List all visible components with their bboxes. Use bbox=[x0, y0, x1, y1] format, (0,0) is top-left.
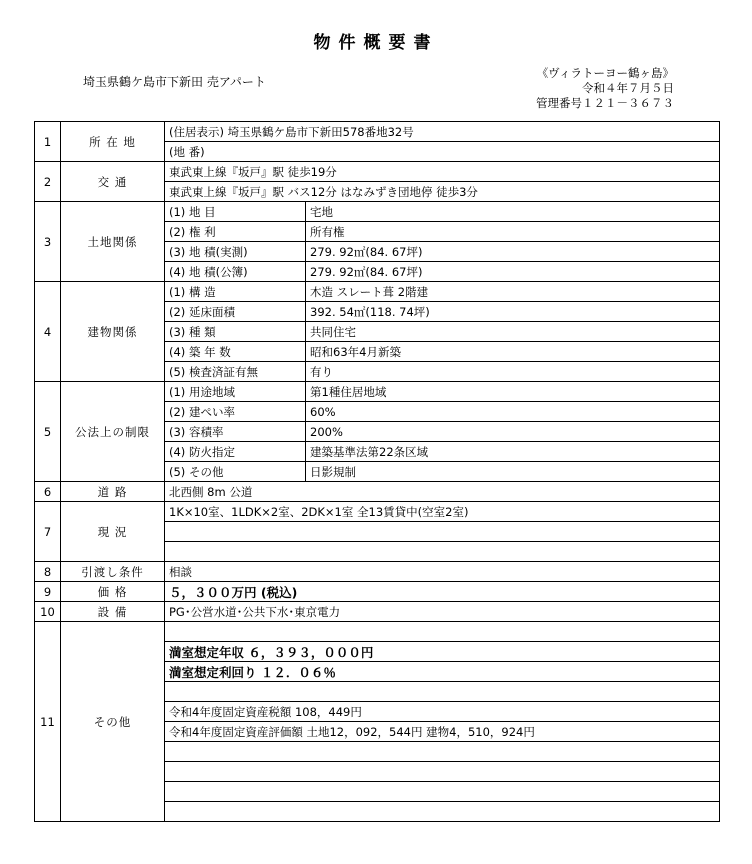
transport-line-2: 東武東上線『坂戸』駅 バス12分 はなみずき団地停 徒歩3分 bbox=[165, 182, 720, 202]
row-number: 2 bbox=[35, 162, 61, 202]
row-label-location: 所 在 地 bbox=[61, 122, 165, 162]
table-row bbox=[35, 282, 720, 302]
property-summary-table bbox=[34, 121, 720, 822]
location-lot-number: (地 番) bbox=[165, 142, 720, 162]
land-item-value: 279. 92㎡(84. 67坪) bbox=[306, 262, 720, 282]
row-label-road: 道 路 bbox=[61, 482, 165, 502]
property-name: 《ヴィラトーヨー鶴ヶ島》 bbox=[536, 66, 674, 80]
current-status-value: 1K×10室、1LDK×2室、2DK×1室 全13賃貸中(空室2室) bbox=[165, 502, 720, 522]
building-item-value: 昭和63年4月新築 bbox=[306, 342, 720, 362]
blank-cell bbox=[165, 762, 720, 782]
building-item-value: 共同住宅 bbox=[306, 322, 720, 342]
building-item-value: 有り bbox=[306, 362, 720, 382]
table-row bbox=[35, 582, 720, 602]
building-item-value: 392. 54㎡(118. 74坪) bbox=[306, 302, 720, 322]
restriction-item-key: (2) 建ぺい率 bbox=[165, 402, 306, 422]
blank-cell bbox=[165, 742, 720, 762]
row-number: 7 bbox=[35, 502, 61, 562]
row-number: 10 bbox=[35, 602, 61, 622]
facilities-value: PG･公営水道･公共下水･東京電力 bbox=[165, 602, 720, 622]
row-label-transport: 交 通 bbox=[61, 162, 165, 202]
land-item-key: (2) 権 利 bbox=[165, 222, 306, 242]
table-row bbox=[35, 382, 720, 402]
price-value: ５，３００万円 (税込) bbox=[165, 582, 720, 602]
document-meta bbox=[536, 66, 674, 111]
delivery-terms-value: 相談 bbox=[165, 562, 720, 582]
table-row bbox=[35, 202, 720, 222]
building-item-key: (4) 築 年 数 bbox=[165, 342, 306, 362]
blank-cell bbox=[165, 522, 720, 542]
row-number: 11 bbox=[35, 622, 61, 822]
row-number: 1 bbox=[35, 122, 61, 162]
land-item-value: 宅地 bbox=[306, 202, 720, 222]
location-residential-address: (住居表示) 埼玉県鶴ケ島市下新田578番地32号 bbox=[165, 122, 720, 142]
property-valuation-amount: 令和4年度固定資産評価額 土地12，092，544円 建物4，510，924円 bbox=[165, 722, 720, 742]
restriction-item-key: (3) 容積率 bbox=[165, 422, 306, 442]
blank-cell bbox=[165, 542, 720, 562]
row-label-land: 土地関係 bbox=[61, 202, 165, 282]
full-occupancy-yield: 満室想定利回り １２．０６％ bbox=[165, 662, 720, 682]
restriction-item-key: (1) 用途地域 bbox=[165, 382, 306, 402]
building-item-value: 木造 スレート葺 2階建 bbox=[306, 282, 720, 302]
row-label-building: 建物関係 bbox=[61, 282, 165, 382]
property-address-heading: 埼玉県鶴ケ島市下新田 売アパート bbox=[83, 75, 266, 89]
row-label-other: その他 bbox=[61, 622, 165, 822]
building-item-key: (1) 構 造 bbox=[165, 282, 306, 302]
restriction-item-key: (4) 防火指定 bbox=[165, 442, 306, 462]
table-row bbox=[35, 562, 720, 582]
land-item-value: 所有権 bbox=[306, 222, 720, 242]
table-row bbox=[35, 502, 720, 522]
table-row bbox=[35, 122, 720, 142]
blank-cell bbox=[165, 622, 720, 642]
row-number: 4 bbox=[35, 282, 61, 382]
road-value: 北西側 8m 公道 bbox=[165, 482, 720, 502]
row-number: 6 bbox=[35, 482, 61, 502]
row-number: 8 bbox=[35, 562, 61, 582]
document-date: 令和４年７月５日 bbox=[582, 81, 674, 95]
row-label-facilities: 設 備 bbox=[61, 602, 165, 622]
blank-cell bbox=[165, 782, 720, 802]
row-number: 9 bbox=[35, 582, 61, 602]
row-number: 3 bbox=[35, 202, 61, 282]
transport-line-1: 東武東上線『坂戸』駅 徒歩19分 bbox=[165, 162, 720, 182]
management-number: 管理番号１２１－３６７３ bbox=[536, 96, 674, 110]
restriction-item-value: 日影規制 bbox=[306, 462, 720, 482]
restriction-item-value: 建築基準法第22条区域 bbox=[306, 442, 720, 462]
row-label-current-status: 現 況 bbox=[61, 502, 165, 562]
row-label-delivery-terms: 引渡し条件 bbox=[61, 562, 165, 582]
restriction-item-value: 200% bbox=[306, 422, 720, 442]
land-item-value: 279. 92㎡(84. 67坪) bbox=[306, 242, 720, 262]
blank-cell bbox=[165, 802, 720, 822]
property-tax-amount: 令和4年度固定資産税額 108，449円 bbox=[165, 702, 720, 722]
document-title: 物件概要書 bbox=[313, 33, 439, 53]
land-item-key: (4) 地 積(公簿) bbox=[165, 262, 306, 282]
restriction-item-value: 60% bbox=[306, 402, 720, 422]
table-row bbox=[35, 602, 720, 622]
table-row bbox=[35, 622, 720, 642]
land-item-key: (1) 地 目 bbox=[165, 202, 306, 222]
row-number: 5 bbox=[35, 382, 61, 482]
table-row bbox=[35, 482, 720, 502]
building-item-key: (3) 種 類 bbox=[165, 322, 306, 342]
table-row bbox=[35, 162, 720, 182]
blank-cell bbox=[165, 682, 720, 702]
row-label-legal-restrictions: 公法上の制限 bbox=[61, 382, 165, 482]
restriction-item-key: (5) その他 bbox=[165, 462, 306, 482]
restriction-item-value: 第1種住居地域 bbox=[306, 382, 720, 402]
building-item-key: (2) 延床面積 bbox=[165, 302, 306, 322]
full-occupancy-income: 満室想定年収 ６，３９３，０００円 bbox=[165, 642, 720, 662]
row-label-price: 価 格 bbox=[61, 582, 165, 602]
building-item-key: (5) 検査済証有無 bbox=[165, 362, 306, 382]
land-item-key: (3) 地 積(実測) bbox=[165, 242, 306, 262]
